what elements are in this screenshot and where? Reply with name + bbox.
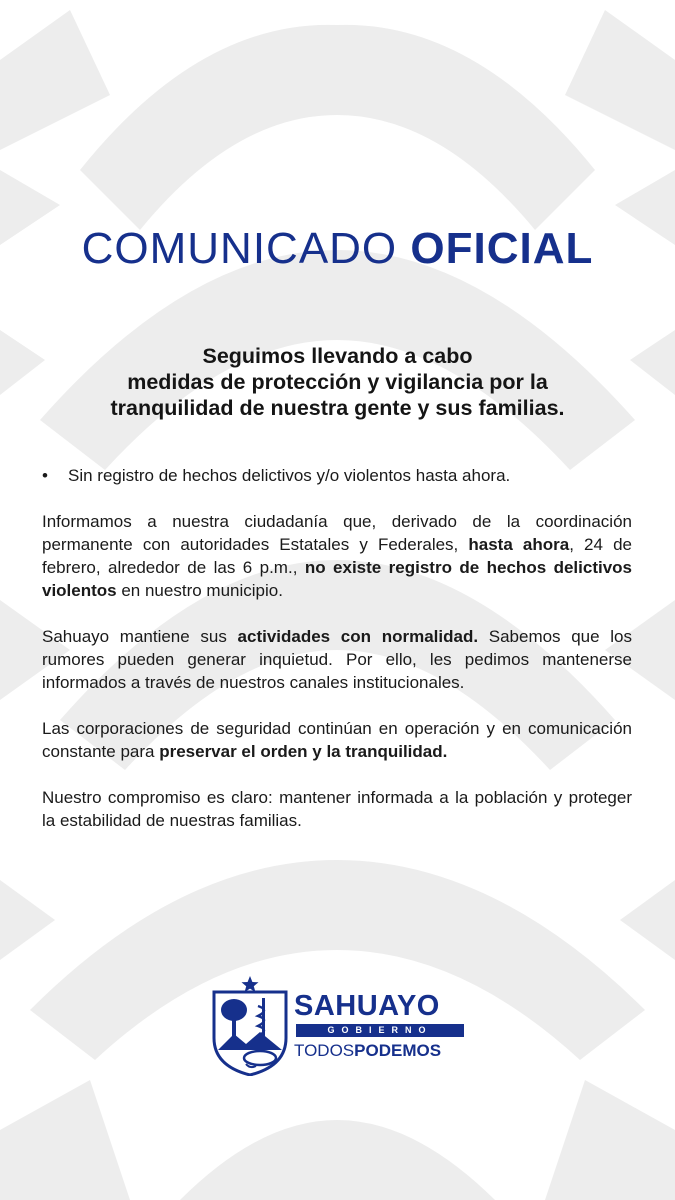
- subtitle-heading: [30, 343, 645, 421]
- emphasis-text: no existe registro de hechos delictivos violentos: [42, 558, 632, 600]
- brand-subtitle: GOBIERNO: [296, 1024, 464, 1037]
- paragraph-normality: [42, 625, 632, 694]
- statement-body: [42, 464, 632, 855]
- paragraph-commitment: [42, 786, 632, 832]
- paragraph-text: Informamos a nuestra ciudadanía que, derivado de la coordinación permanente con autoridades Estatales y Federales,: [42, 512, 632, 554]
- subtitle-line: Seguimos llevando a cabo: [202, 344, 473, 368]
- paragraph-text: , 24 de febrero, alrededor de las 6 p.m.,: [42, 535, 632, 577]
- sahuayo-logo: [210, 976, 470, 1076]
- bullet-icon: •: [42, 466, 48, 485]
- brand-slogan: [294, 1040, 441, 1062]
- subtitle-line: tranquilidad de nuestra gente y sus familias.: [110, 396, 565, 420]
- paragraph-text: en nuestro municipio.: [116, 581, 283, 600]
- bullet-text: Sin registro de hechos delictivos y/o violentos hasta ahora.: [68, 466, 511, 485]
- brand-name: SAHUAYO: [294, 990, 440, 1022]
- paragraph-text: Sahuayo mantiene sus: [42, 627, 238, 646]
- title-bold-word: OFICIAL: [410, 224, 594, 273]
- page-title: [0, 222, 675, 276]
- subtitle-line: medidas de protección y vigilancia por la: [127, 370, 548, 394]
- emphasis-text: actividades con normalidad.: [237, 627, 479, 646]
- bullet-item: [42, 464, 632, 487]
- emphasis-text: hasta ahora: [468, 535, 570, 554]
- paragraph-security: [42, 717, 632, 763]
- paragraph-text: Sabemos que los rumores pueden generar inquietud. Por ello, les pedimos mantenerse informados a través de nuestros canales institucionales.: [42, 627, 632, 692]
- emphasis-text: preservar el orden y la tranquilidad.: [159, 742, 448, 761]
- slogan-light: TODOS: [294, 1041, 355, 1060]
- paragraph-text: Nuestro compromiso es claro: mantener informada a la población y proteger la estabilidad de nuestras familias.: [42, 788, 632, 830]
- paragraph-text: Las corporaciones de seguridad continúan en operación y en comunicación constante para: [42, 719, 632, 761]
- title-light-word: COMUNICADO: [81, 224, 398, 273]
- paragraph-coordination: [42, 510, 632, 602]
- slogan-bold: PODEMOS: [354, 1041, 442, 1060]
- municipal-shield-icon: [210, 976, 290, 1076]
